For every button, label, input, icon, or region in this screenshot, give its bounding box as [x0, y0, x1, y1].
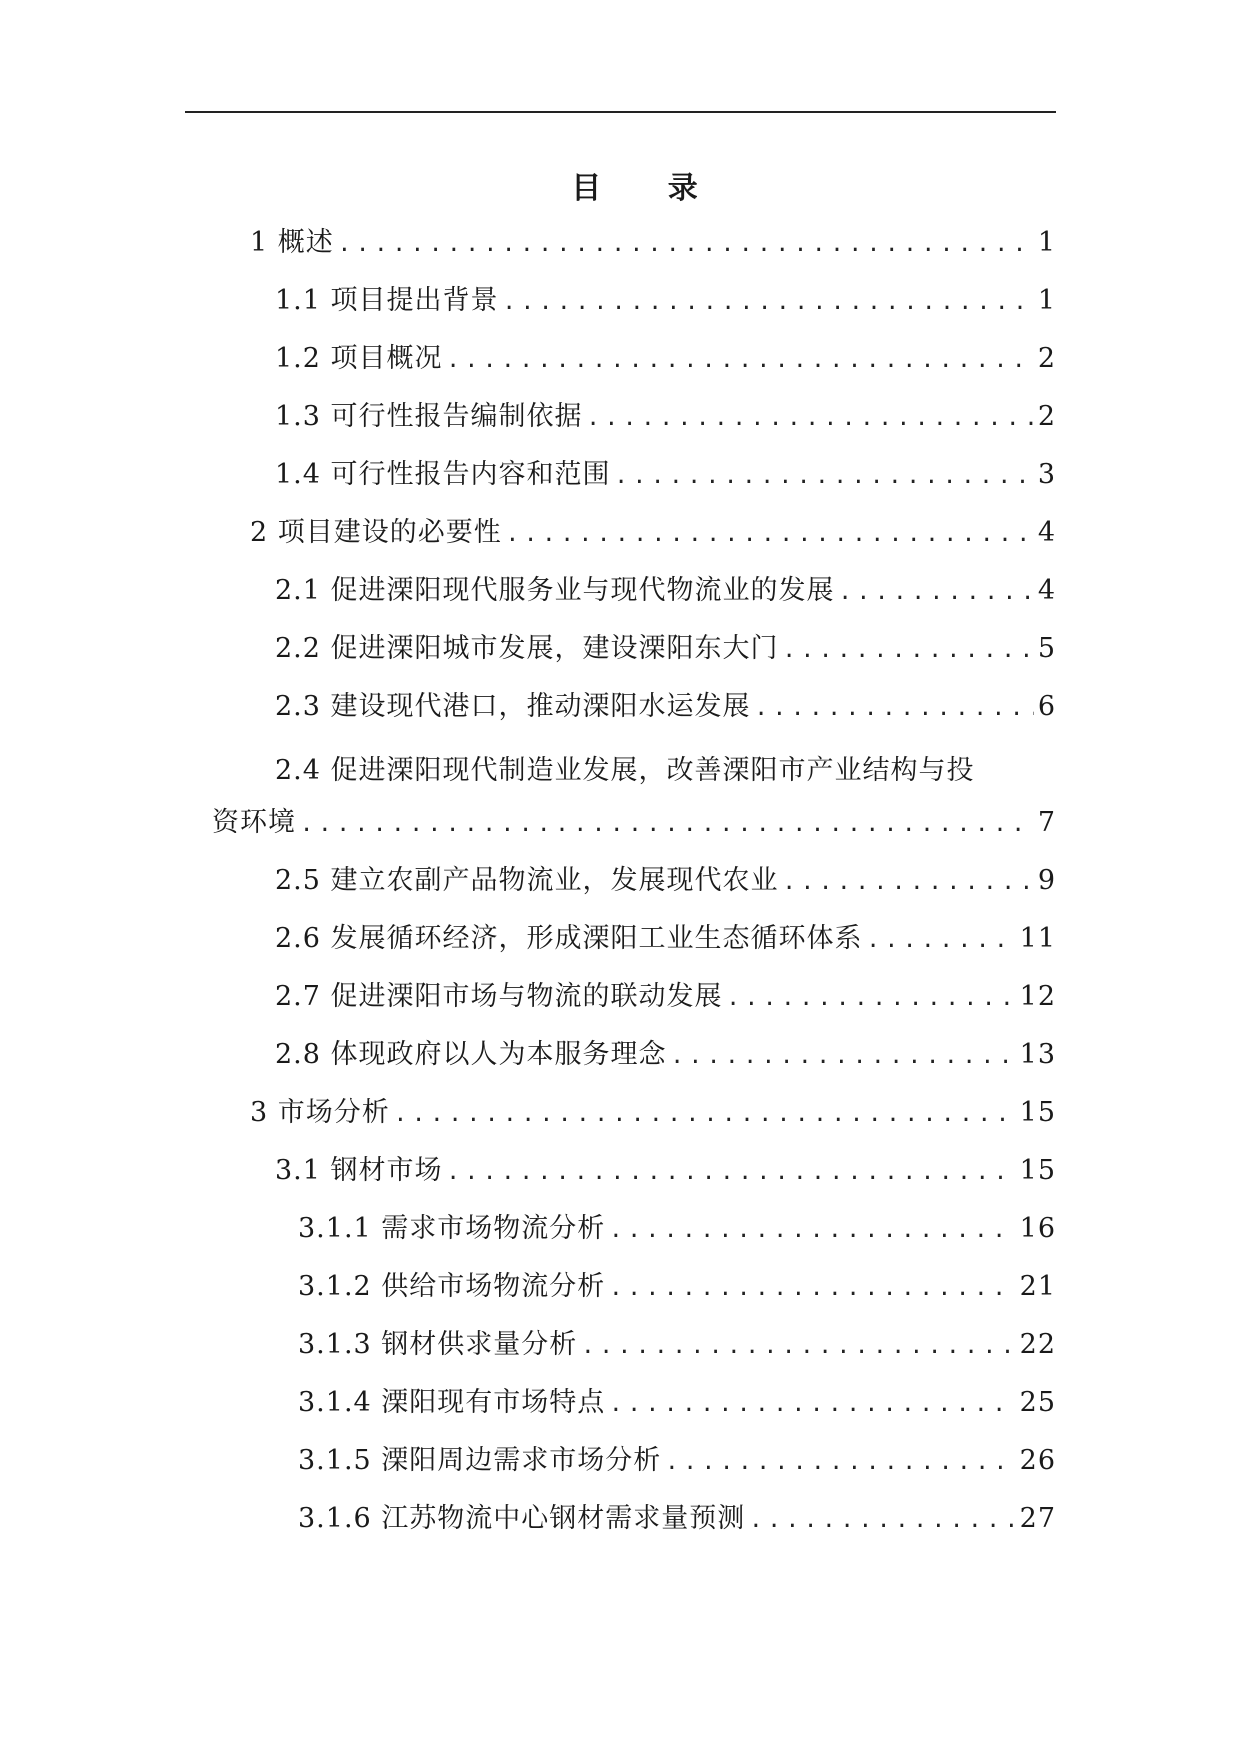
toc-entry-label: 3.1.3 钢材供求量分析: [298, 1329, 578, 1360]
toc-entry[interactable]: [275, 626, 1056, 666]
toc-entry-page: 3: [1037, 459, 1056, 490]
toc-entry-label: 3.1.4 溧阳现有市场特点: [298, 1387, 606, 1418]
toc-entry-label: 2.2 促进溧阳城市发展，建设溧阳东大门: [275, 633, 779, 664]
toc-entry-label: 3.1.6 江苏物流中心钢材需求量预测: [298, 1503, 746, 1534]
toc-entry-page: 1: [1037, 227, 1056, 258]
dot-leader: [394, 1102, 1016, 1127]
toc-entry-page: 15: [1019, 1097, 1056, 1128]
dot-leader: [609, 1392, 1015, 1417]
toc-entry-label: 3.1.2 供给市场物流分析: [298, 1271, 606, 1302]
toc-entry-page: 2: [1037, 401, 1056, 432]
toc-entry-label: 2.3 建设现代港口，推动溧阳水运发展: [275, 691, 751, 722]
toc-entry-page: 4: [1037, 575, 1056, 606]
toc-entry-label: 3.1.5 溧阳周边需求市场分析: [298, 1445, 662, 1476]
header-rule: [185, 111, 1056, 113]
toc-entry-label: 1.1 项目提出背景: [275, 285, 499, 316]
toc-entry[interactable]: [298, 1496, 1056, 1536]
toc-entry[interactable]: [250, 510, 1056, 550]
toc-entry-page: 2: [1037, 343, 1056, 374]
dot-leader: [447, 348, 1034, 373]
toc-entry-page: 11: [1019, 923, 1056, 954]
toc-entry-page: 4: [1037, 517, 1056, 548]
dot-leader: [755, 696, 1034, 721]
toc-entry-label: 2.5 建立农副产品物流业，发展现代农业: [275, 865, 779, 896]
toc-entry-label: 2.7 促进溧阳市场与物流的联动发展: [275, 981, 723, 1012]
toc-entry[interactable]: [250, 1090, 1056, 1130]
toc-entry[interactable]: [298, 1264, 1056, 1304]
dot-leader: [727, 986, 1016, 1011]
toc-entry[interactable]: [298, 1206, 1056, 1246]
toc-entry-page: 12: [1019, 981, 1056, 1012]
toc-entry-page: 13: [1019, 1039, 1056, 1070]
toc-entry-label: 1.3 可行性报告编制依据: [275, 401, 583, 432]
dot-leader: [839, 580, 1034, 605]
toc-entry-page: 21: [1019, 1271, 1056, 1302]
toc-entry[interactable]: [275, 394, 1056, 434]
toc-entry[interactable]: [298, 1380, 1056, 1420]
toc-entry-page: 5: [1037, 633, 1056, 664]
toc-entry-label: 2.1 促进溧阳现代服务业与现代物流业的发展: [275, 575, 835, 606]
toc-entry[interactable]: [250, 220, 1056, 260]
toc-entry[interactable]: [275, 452, 1056, 492]
toc-title: 目 录: [571, 171, 726, 206]
dot-leader: [503, 290, 1034, 315]
toc-entry-label-line2: 资环境: [212, 807, 296, 838]
toc-entry[interactable]: [275, 278, 1056, 318]
dot-leader: [506, 522, 1034, 547]
toc-entry-label: 1 概述: [250, 227, 334, 258]
dot-leader: [300, 812, 1034, 837]
toc-entry-label-line1[interactable]: 2.4 促进溧阳现代制造业发展，改善溧阳市产业结构与投: [275, 755, 975, 786]
toc-entry[interactable]: [275, 336, 1056, 376]
toc-entry-page: 7: [1037, 807, 1056, 838]
toc-entry-label: 2 项目建设的必要性: [250, 517, 502, 548]
toc-entry-label: 3.1.1 需求市场物流分析: [298, 1213, 606, 1244]
toc-entry-page: 27: [1019, 1503, 1056, 1534]
toc-entry-label: 1.4 可行性报告内容和范围: [275, 459, 611, 490]
toc-entry-page: 26: [1019, 1445, 1056, 1476]
toc-entry[interactable]: [275, 1032, 1056, 1072]
toc-entry-label: 3.1 钢材市场: [275, 1155, 443, 1186]
toc-entry[interactable]: [212, 800, 1056, 840]
toc-entry-page: 22: [1019, 1329, 1056, 1360]
toc-entry-label: 3 市场分析: [250, 1097, 390, 1128]
toc-entry[interactable]: [275, 916, 1056, 956]
toc-entry-page: 16: [1019, 1213, 1056, 1244]
dot-leader: [867, 928, 1016, 953]
toc-entry[interactable]: [275, 568, 1056, 608]
toc-entry[interactable]: [298, 1322, 1056, 1362]
toc-entry-page: 6: [1037, 691, 1056, 722]
toc-entry-page: 1: [1037, 285, 1056, 316]
toc-entry-label: 2.6 发展循环经济，形成溧阳工业生态循环体系: [275, 923, 863, 954]
dot-leader: [609, 1218, 1015, 1243]
dot-leader: [609, 1276, 1015, 1301]
dot-leader: [587, 406, 1034, 431]
dot-leader: [749, 1508, 1015, 1533]
dot-leader: [615, 464, 1034, 489]
toc-entry[interactable]: [298, 1438, 1056, 1478]
dot-leader: [581, 1334, 1015, 1359]
toc-entry[interactable]: [275, 974, 1056, 1014]
dot-leader: [783, 870, 1034, 895]
dot-leader: [338, 232, 1034, 257]
toc-entry-page: 15: [1019, 1155, 1056, 1186]
toc-entry[interactable]: [275, 1148, 1056, 1188]
dot-leader: [671, 1044, 1016, 1069]
toc-entry-label: 1.2 项目概况: [275, 343, 443, 374]
dot-leader: [665, 1450, 1015, 1475]
toc-entry[interactable]: [275, 684, 1056, 724]
toc-entry[interactable]: [275, 858, 1056, 898]
dot-leader: [783, 638, 1034, 663]
toc-entry-page: 9: [1037, 865, 1056, 896]
dot-leader: [447, 1160, 1016, 1185]
toc-entry-label: 2.8 体现政府以人为本服务理念: [275, 1039, 667, 1070]
toc-entry-page: 25: [1019, 1387, 1056, 1418]
